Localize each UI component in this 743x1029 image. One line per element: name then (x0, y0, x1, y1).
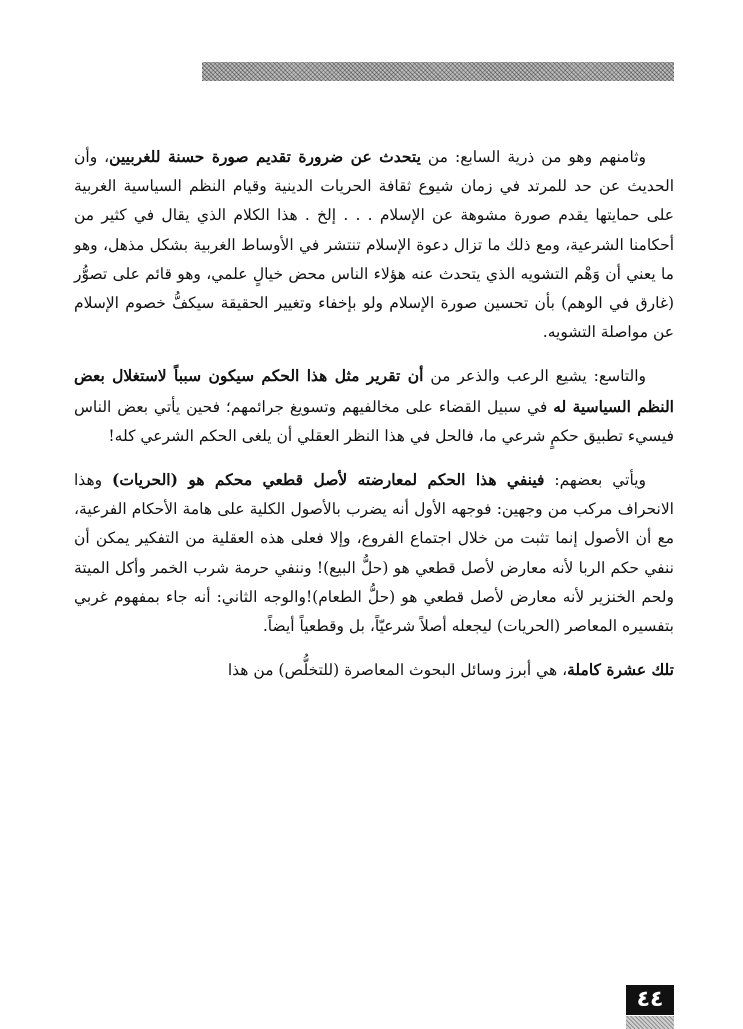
paragraph-text: ، وأن الحديث عن حد للمرتد في زمان شيوع ثقافة الحريات الدينية وقيام النظم السياسية الغربية على حمايتها يقدم صورة مشوهة عن الإسلام . . . إلخ . هذا الكلام الذي يقال في كثير من أحكامنا الشرعية، ومع ذلك ما تزال دعوة الإسلام تنتشر في الأوساط الغربية بشكل مذهل، وهو ما يعني أن وَهْم التشويه الذي يتحدث عنه هؤلاء الناس محض خيالٍ علمي، وهو قائم على تصوُّر (غارق في الوهم) بأن تحسين صورة الإسلام ولو بإخفاء وتغيير الحقيقة سيكفُّ خصوم الإسلام عن مواصلة التشويه. (74, 148, 675, 342)
paragraph-emphasis: فينفي هذا الحكم لمعارضته لأصل قطعي محكم هو (الحريات) (112, 470, 545, 490)
paragraph-text: وهذا الانحراف مركب من وجهين: فوجهه الأول أنه يضرب بالأصول الكلية على هامة الأحكام الفرعية، مع أن الأصول إنما تثبت من خلال اجتماع الفروع، وإلا فعلى هذه العقلية من التفكير يمكن أن ننفي حكم الربا لأنه معارض لأصل قطعي هو (حلُّ البيع)! وننفي حرمة شرب الخمر وأكل الميتة ولحم الخنزير لأنه معارض لأصل قطعي هو (حلُّ الطعام)!والوجه الثاني: أنه جاء بمفهوم غربي بتفسيره المعاصر (الحريات) ليجعله أصلاً شرعيّاً، بل وقطعياً أيضاً. (74, 471, 674, 636)
paragraph-conclusion (74, 655, 674, 685)
paragraph-text: ، هي أبرز وسائل البحوث المعاصرة (للتخلُّص) من هذا (227, 661, 568, 680)
paragraph-tenth (74, 465, 674, 641)
page-number: ٤٤ (626, 985, 674, 1015)
paragraph-emphasis: تلك عشرة كاملة (567, 660, 674, 680)
paragraph-ninth (74, 361, 674, 451)
paragraph-emphasis: أن تقرير مثل هذا الحكم سيكون سبباً لاستغلال بعض النظم السياسية له (74, 366, 674, 416)
page-number-decorative-band (626, 1016, 674, 1029)
header-decorative-bar (202, 62, 674, 81)
paragraph-text: وثامنهم وهو من ذرية السابع: من (420, 148, 646, 166)
paragraph-text: ويأتي بعضهم: (544, 471, 646, 490)
paragraph-text: والتاسع: يشيع الرعب والذعر من (423, 367, 646, 386)
paragraph-text: في سبيل القضاء على مخالفيهم وتسويغ جرائمهم؛ فحين يأتي بعض الناس فيسيء تطبيق حكمٍ شرعي ما، فالحل في هذا النظر العقلي أن يلغى الحكم الشرعي كله! (74, 397, 674, 445)
paragraph-eighth (74, 142, 674, 347)
body-text (74, 142, 674, 685)
paragraph-emphasis: يتحدث عن ضرورة تقديم صورة حسنة للغربيين (109, 147, 421, 166)
running-header (72, 58, 674, 84)
